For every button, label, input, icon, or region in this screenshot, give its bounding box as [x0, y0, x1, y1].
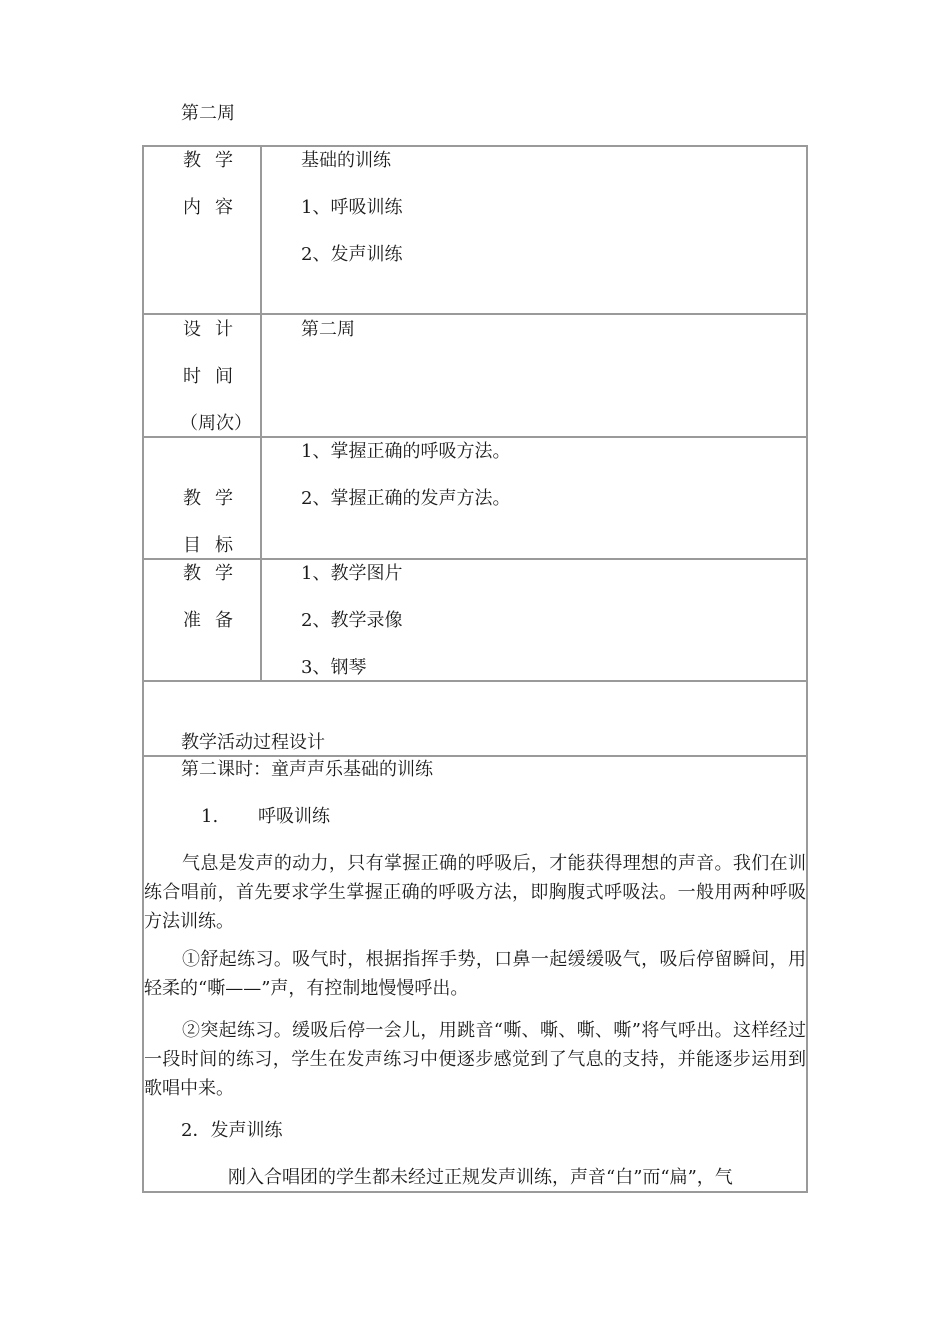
label-line: （周次） [180, 413, 252, 434]
goal-line: 2、掌握正确的发声方法。 [301, 488, 511, 509]
content-line: 1、呼吸训练 [301, 197, 403, 218]
sudden-onset-paragraph: ②突起练习。缓吸后停一会儿，用跳音“嘶、嘶、嘶、嘶”将气呼出。这样经过一段时间的练习，学生在发声练习中便逐步感觉到了气息的支持，并能逐步运用到歌唱中来。 [144, 1020, 806, 1099]
vocal-training-paragraph: 刚入合唱团的学生都未经过正规发声训练，声音“白”而“扁”，气 [228, 1167, 733, 1188]
column-divider [260, 560, 262, 680]
label-line: 设计 [183, 319, 247, 340]
prep-line: 2、教学录像 [301, 610, 403, 631]
breathing-paragraph: 气息是发声的动力，只有掌握正确的呼吸后，才能获得理想的声音。我们在训练合唱前，首先要求学生掌握正确的呼吸方法，即胸腹式呼吸法。一般用两种呼吸方法训练。 [144, 853, 806, 932]
column-divider [260, 438, 262, 558]
prep-line: 3、钢琴 [301, 657, 367, 678]
design-time-value: 第二周 [301, 319, 355, 340]
label-line: 教学 [183, 488, 247, 509]
label-line: 教学 [183, 150, 247, 171]
content-line: 2、发声训练 [301, 244, 403, 265]
section-title: 呼吸训练 [258, 806, 330, 827]
row-divider [142, 755, 808, 757]
section-number: 1. [201, 806, 219, 827]
label-line: 教学 [183, 563, 247, 584]
prep-line: 1、教学图片 [301, 563, 403, 584]
row-divider [142, 680, 808, 682]
column-divider [260, 315, 262, 436]
lesson-title: 第二课时：童声声乐基础的训练 [181, 759, 433, 780]
row-divider [142, 436, 808, 438]
column-divider [260, 147, 262, 313]
activity-title: 教学活动过程设计 [181, 732, 325, 753]
content-line: 基础的训练 [301, 150, 391, 171]
label-line: 目标 [183, 535, 247, 556]
goal-line: 1、掌握正确的呼吸方法。 [301, 441, 511, 462]
label-line: 时间 [183, 366, 247, 387]
week-heading: 第二周 [181, 103, 235, 124]
label-line: 准备 [183, 610, 247, 631]
row-divider [142, 558, 808, 560]
label-line: 内容 [183, 197, 247, 218]
soft-onset-paragraph: ①舒起练习。吸气时，根据指挥手势，口鼻一起缓缓吸气，吸后停留瞬间，用轻柔的“嘶——”声，有控制地慢慢呼出。 [144, 949, 806, 999]
section-2-heading: 2．发声训练 [181, 1120, 283, 1141]
row-divider [142, 313, 808, 315]
